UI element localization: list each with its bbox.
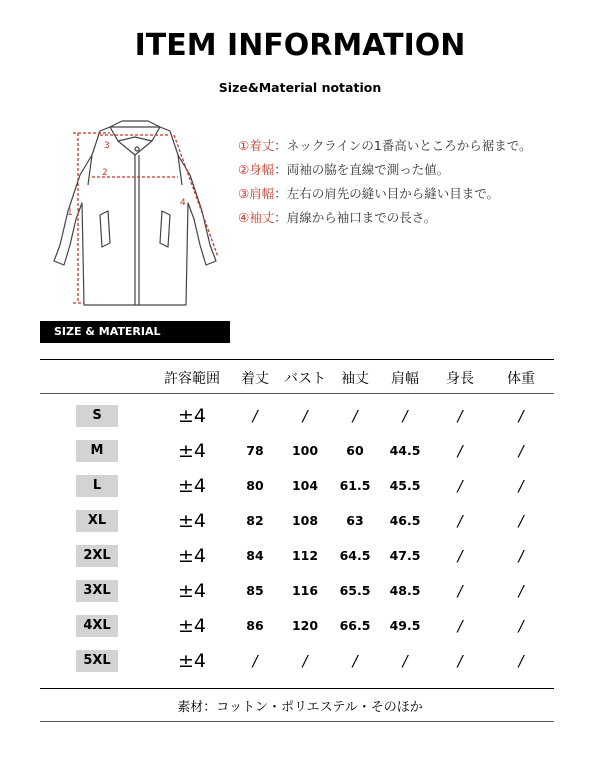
value-cell: /: [402, 407, 408, 425]
value-cell: 112: [291, 548, 319, 563]
header-bust: バスト: [284, 371, 326, 387]
page-subtitle: Size&Material notation: [218, 80, 382, 95]
material-footer: 素材：コットン・ポリエステル・そのほか: [177, 700, 423, 715]
table-top-rule: [40, 359, 554, 360]
table-bottom-rule: [40, 688, 554, 689]
size-label: 5XL: [76, 650, 118, 672]
value-cell: 100: [291, 443, 319, 458]
marker-2: 2: [102, 168, 108, 178]
tolerance-cell: ±4: [177, 475, 206, 497]
tolerance-cell: ±4: [177, 650, 206, 672]
note-width: ②身幅：両袖の脇を直線で測った値。: [238, 162, 450, 177]
value-cell: /: [518, 652, 524, 670]
header-length: 着丈: [241, 371, 269, 387]
value-cell: /: [518, 512, 524, 530]
value-cell: /: [518, 477, 524, 495]
value-cell: 64.5: [339, 548, 371, 563]
value-cell: /: [252, 652, 258, 670]
value-cell: /: [352, 652, 358, 670]
value-cell: 65.5: [339, 583, 371, 598]
value-cell: 80: [246, 478, 264, 493]
value-cell: 61.5: [339, 478, 371, 493]
value-cell: 63: [346, 513, 364, 528]
value-cell: 46.5: [389, 513, 421, 528]
value-cell: 120: [291, 618, 319, 633]
header-height: 身長: [446, 371, 474, 387]
value-cell: 116: [291, 583, 319, 598]
table-header-rule: [40, 393, 554, 394]
value-cell: 60: [346, 443, 364, 458]
value-cell: 82: [246, 513, 264, 528]
value-cell: 47.5: [389, 548, 421, 563]
note-length: ①着丈：ネックラインの1番高いところから裾まで。: [238, 138, 532, 153]
table-row: [0, 545, 600, 571]
size-label: M: [76, 440, 118, 462]
note-sleeve: ④袖丈：肩線から袖口までの長さ。: [238, 210, 437, 225]
size-label: S: [76, 405, 118, 427]
value-cell: 44.5: [389, 443, 421, 458]
footer-rule: [40, 721, 554, 722]
tolerance-cell: ±4: [177, 580, 206, 602]
size-label: XL: [76, 510, 118, 532]
value-cell: 104: [291, 478, 319, 493]
tolerance-cell: ±4: [177, 405, 206, 427]
tolerance-cell: ±4: [177, 615, 206, 637]
size-label: 4XL: [76, 615, 118, 637]
value-cell: 45.5: [389, 478, 421, 493]
value-cell: /: [457, 512, 463, 530]
value-cell: /: [457, 652, 463, 670]
table-row: [0, 405, 600, 431]
size-label: L: [76, 475, 118, 497]
value-cell: 49.5: [389, 618, 421, 633]
value-cell: /: [402, 652, 408, 670]
value-cell: 66.5: [339, 618, 371, 633]
coat-diagram: [40, 115, 230, 315]
value-cell: /: [302, 407, 308, 425]
table-row: [0, 650, 600, 676]
table-row: [0, 440, 600, 466]
value-cell: /: [457, 407, 463, 425]
value-cell: /: [457, 477, 463, 495]
value-cell: /: [457, 442, 463, 460]
value-cell: 78: [246, 443, 264, 458]
marker-3: 3: [104, 141, 110, 151]
value-cell: 48.5: [389, 583, 421, 598]
measurement-notes: [238, 134, 578, 230]
marker-1: 1: [67, 208, 73, 218]
header-tolerance: 許容範囲: [164, 371, 220, 387]
value-cell: /: [518, 617, 524, 635]
value-cell: /: [302, 652, 308, 670]
tolerance-cell: ±4: [177, 510, 206, 532]
section-label: SIZE & MATERIAL: [40, 321, 230, 343]
value-cell: 108: [291, 513, 319, 528]
value-cell: /: [457, 617, 463, 635]
header-shoulder: 肩幅: [391, 371, 419, 387]
table-row: [0, 580, 600, 606]
value-cell: /: [518, 547, 524, 565]
value-cell: 86: [246, 618, 264, 633]
value-cell: 85: [246, 583, 264, 598]
value-cell: /: [457, 582, 463, 600]
value-cell: /: [352, 407, 358, 425]
size-label: 3XL: [76, 580, 118, 602]
value-cell: /: [518, 582, 524, 600]
note-shoulder: ③肩幅：左右の肩先の縫い目から縫い目まで。: [238, 186, 499, 201]
table-row: [0, 510, 600, 536]
header-weight: 体重: [507, 371, 535, 387]
tolerance-cell: ±4: [177, 545, 206, 567]
tolerance-cell: ±4: [177, 440, 206, 462]
value-cell: /: [457, 547, 463, 565]
marker-4: 4: [180, 198, 186, 208]
value-cell: /: [252, 407, 258, 425]
page-title: ITEM INFORMATION: [134, 28, 466, 63]
header-sleeve: 袖丈: [341, 371, 369, 387]
table-row: [0, 615, 600, 641]
table-row: [0, 475, 600, 501]
value-cell: 84: [246, 548, 264, 563]
value-cell: /: [518, 407, 524, 425]
size-label: 2XL: [76, 545, 118, 567]
value-cell: /: [518, 442, 524, 460]
